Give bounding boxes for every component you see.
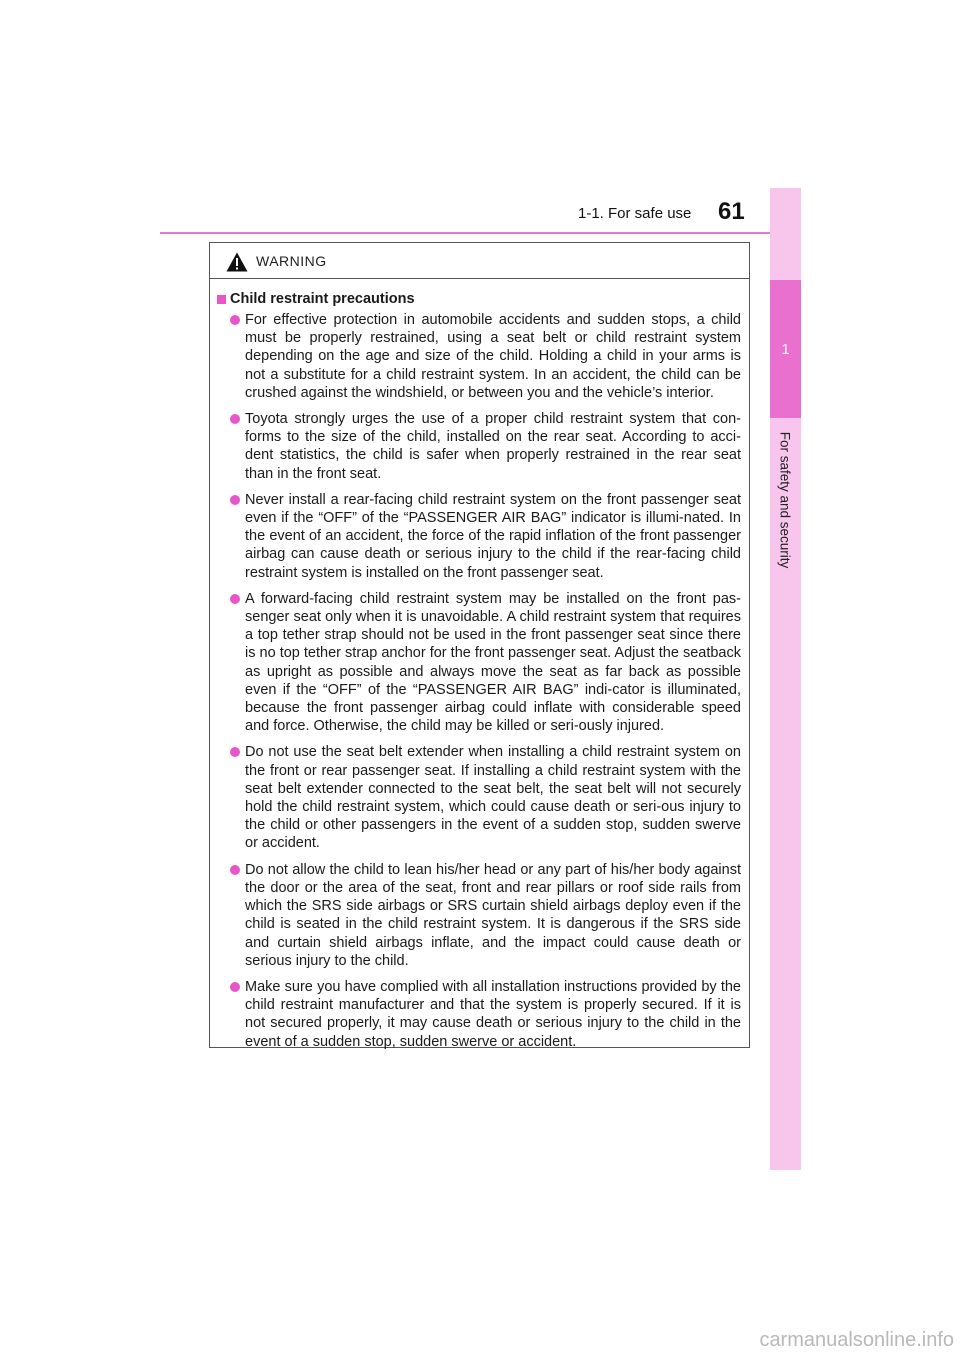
warning-heading-text: Child restraint precautions [230, 291, 415, 307]
warning-item-text: A forward-facing child restraint system may be installed on the front pas-senger seat only when it is unavoidable. A child restraint system that requires a top tether strap should not be used in the front passenger seat since there is no top tether strap anchor for the front passenger seat. Adjust the seatback as upright as possible and always move the seat as far back as possible even if the “OFF” of the “PASSENGER AIR BAG” indi-cator is illuminated, because the front passenger airbag could inflate with considerable speed and force. Otherwise, the child may be killed or seri-ously injured. [245, 590, 741, 735]
circle-bullet-icon [230, 982, 240, 992]
circle-bullet-icon [230, 414, 240, 424]
chapter-title: For safety and security [777, 431, 793, 569]
warning-label: WARNING [256, 253, 327, 269]
warning-item-text: Do not use the seat belt extender when installing a child restraint system on the front or rear passenger seat. If installing a child restraint system with the seat belt extender connected to the seat belt, the seat belt will not securely hold the child restraint system, which could cause death or seri-ous injury to the child or other passengers in the event of a sudden stop, sudden swerve or accident. [245, 744, 741, 852]
circle-bullet-icon [230, 747, 240, 757]
warning-item-text: Make sure you have complied with all installation instructions provided by the child restraint manufacturer and that the system is properly secured. If it is not secured properly, it may cause death or serious injury to the child in the event of a sudden stop, sudden swerve or accident. [245, 978, 741, 1050]
warning-item [216, 861, 741, 970]
circle-bullet-icon [230, 865, 240, 875]
watermark: carmanualsonline.info [759, 1329, 954, 1351]
warning-box [209, 242, 750, 1048]
chapter-number: 1 [781, 340, 790, 358]
warning-triangle-icon [226, 252, 248, 272]
warning-item [216, 491, 741, 582]
warning-heading [216, 291, 741, 308]
circle-bullet-icon [230, 495, 240, 505]
warning-body [210, 279, 749, 1051]
warning-item-text: Never install a rear-facing child restraint system on the front passenger seat even if the “OFF” of the “PASSENGER AIR BAG” indicator is illumi-nated. In the event of an accident, the force of the rapid inflation of the front passenger airbag can cause death or serious injury to the child if the rear-facing child restraint system is installed on the front passenger seat. [245, 491, 741, 581]
warning-item-text: Do not allow the child to lean his/her head or any part of his/her body against the door or the area of the seat, front and rear pillars or roof side rails from which the SRS side airbags or SRS curtain shield airbags deploy even if the child is seated in the child restraint system. It is dangerous if the SRS side and curtain shield airbags inflate, and the impact could cause death or serious injury to the child. [245, 861, 741, 969]
warning-item [216, 590, 741, 736]
warning-item [216, 311, 741, 402]
warning-item-text: Toyota strongly urges the use of a proper child restraint system that con-forms to the size of the child, installed on the rear seat. According to acci-dent statistics, the child is safer when properly restrained in the rear seat than in the front seat. [245, 411, 741, 482]
circle-bullet-icon [230, 594, 240, 604]
square-bullet-icon [217, 295, 226, 304]
warning-item [216, 410, 741, 483]
warning-item [216, 743, 741, 852]
warning-item-text: For effective protection in automobile accidents and sudden stops, a child must be properly restrained, using a seat belt or child restraint system depending on the age and size of the child. Holding a child in your arms is not a substitute for a child restraint system. In an accident, the child can be crushed against the windshield, or between you and the vehicle’s interior. [245, 312, 741, 401]
header-rule [160, 232, 800, 234]
circle-bullet-icon [230, 315, 240, 325]
warning-item [216, 978, 741, 1051]
page-number: 61 [718, 198, 745, 225]
chapter-number-tab [770, 280, 801, 418]
section-title: 1-1. For safe use [578, 205, 692, 222]
warning-header [210, 243, 749, 279]
